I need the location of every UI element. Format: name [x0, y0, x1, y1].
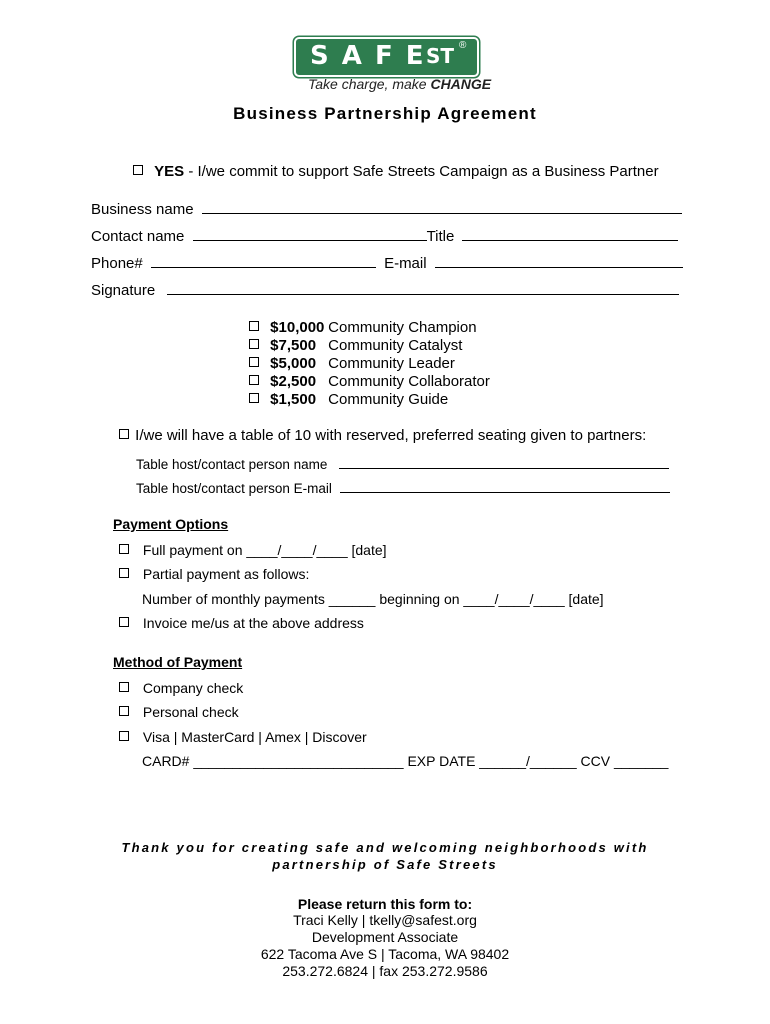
return-heading: Please return this form to:	[297, 896, 473, 912]
level-item	[249, 337, 490, 355]
invoice-text: Invoice me/us at the above address	[142, 615, 364, 631]
host-email-field[interactable]	[340, 478, 670, 493]
level-checkbox[interactable]	[249, 339, 259, 349]
title-field[interactable]	[462, 226, 678, 241]
host-name-field[interactable]	[339, 454, 669, 469]
thank-you-line-1: Thank you for creating safe and welcoming neighborhoods with	[121, 840, 649, 855]
level-name: Community Guide	[328, 391, 449, 408]
card-row	[119, 729, 367, 745]
level-checkbox[interactable]	[249, 375, 259, 385]
commit-text: - I/we commit to support Safe Streets Campaign as a Business Partner	[184, 163, 659, 180]
level-amount: $7,500	[270, 337, 317, 354]
invoice-checkbox[interactable]	[119, 617, 129, 627]
card-details-text: CARD# ___________________________ EXP DATE ______/______ CCV _______	[142, 753, 669, 769]
partial-payment-checkbox[interactable]	[119, 568, 129, 578]
commit-checkbox[interactable]	[133, 165, 143, 175]
personal-check-row	[119, 704, 239, 720]
level-item	[249, 391, 490, 409]
business-name-row	[91, 199, 682, 218]
host-email-row	[136, 478, 670, 496]
phone-label: Phone#	[91, 255, 143, 272]
phone-field[interactable]	[151, 253, 376, 268]
level-amount: $10,000	[270, 319, 325, 336]
full-payment-checkbox[interactable]	[119, 544, 129, 554]
logo-registered: ®	[459, 40, 467, 51]
phone-row	[91, 253, 683, 272]
personal-check-checkbox[interactable]	[119, 706, 129, 716]
signature-field[interactable]	[167, 280, 679, 295]
payment-options-heading: Payment Options	[113, 516, 229, 532]
tagline-change: CHANGE	[430, 76, 492, 92]
level-name: Community Collaborator	[328, 373, 490, 390]
personal-check-text: Personal check	[142, 704, 239, 720]
invoice-row	[119, 615, 364, 631]
level-checkbox[interactable]	[249, 357, 259, 367]
table-row	[119, 427, 646, 444]
level-item	[249, 319, 490, 337]
level-checkbox[interactable]	[249, 393, 259, 403]
card-types-text: Visa | MasterCard | Amex | Discover	[142, 729, 367, 745]
signature-row	[91, 280, 679, 299]
full-payment-text: Full payment on ____/____/____ [date]	[142, 542, 387, 558]
logo-tagline	[308, 76, 491, 92]
commit-yes: YES	[154, 163, 185, 180]
host-email-label: Table host/contact person E-mail	[136, 481, 332, 496]
partial-payment-text: Partial payment as follows:	[142, 566, 310, 582]
level-amount: $2,500	[270, 373, 317, 390]
return-phone: 253.272.6824 | fax 253.272.9586	[282, 963, 488, 979]
business-name-field[interactable]	[202, 199, 682, 214]
tagline-text: Take charge, make	[308, 76, 431, 92]
contact-name-row	[91, 226, 678, 245]
level-item	[249, 355, 490, 373]
email-label: E-mail	[384, 255, 427, 272]
page-title: Business Partnership Agreement	[233, 104, 537, 123]
level-name: Community Leader	[328, 355, 455, 372]
logo-st-text: ST	[426, 44, 455, 68]
company-check-checkbox[interactable]	[119, 682, 129, 692]
level-item	[249, 373, 490, 391]
contact-name-field[interactable]	[193, 226, 427, 241]
logo-sign	[294, 37, 479, 77]
monthly-payments-text: Number of monthly payments ______ beginning on ____/____/____ [date]	[142, 591, 604, 607]
partial-payment-row	[119, 566, 309, 582]
card-checkbox[interactable]	[119, 731, 129, 741]
level-amount: $1,500	[270, 391, 317, 408]
table-checkbox[interactable]	[119, 429, 129, 439]
full-payment-row	[119, 542, 387, 558]
host-name-row	[136, 454, 669, 472]
thank-you-line-2: partnership of Safe Streets	[272, 857, 498, 872]
title-label: Title	[426, 228, 455, 245]
email-field[interactable]	[435, 253, 683, 268]
logo-safe-text: S A F E	[310, 41, 426, 71]
level-amount: $5,000	[270, 355, 317, 372]
business-name-label: Business name	[91, 201, 194, 218]
company-check-row	[119, 680, 243, 696]
commit-row	[133, 163, 659, 180]
return-address: 622 Tacoma Ave S | Tacoma, WA 98402	[260, 946, 510, 962]
host-name-label: Table host/contact person name	[136, 457, 328, 472]
level-checkbox[interactable]	[249, 321, 259, 331]
company-check-text: Company check	[142, 680, 244, 696]
level-name: Community Catalyst	[328, 337, 463, 354]
partnership-levels	[249, 319, 490, 409]
return-contact: Traci Kelly | tkelly@safest.org	[293, 912, 477, 928]
return-role: Development Associate	[311, 929, 459, 945]
method-of-payment-heading: Method of Payment	[113, 654, 243, 670]
table-text: I/we will have a table of 10 with reserved, preferred seating given to partners:	[135, 427, 647, 444]
contact-name-label: Contact name	[91, 228, 185, 245]
level-name: Community Champion	[328, 319, 477, 336]
signature-label: Signature	[91, 282, 156, 299]
